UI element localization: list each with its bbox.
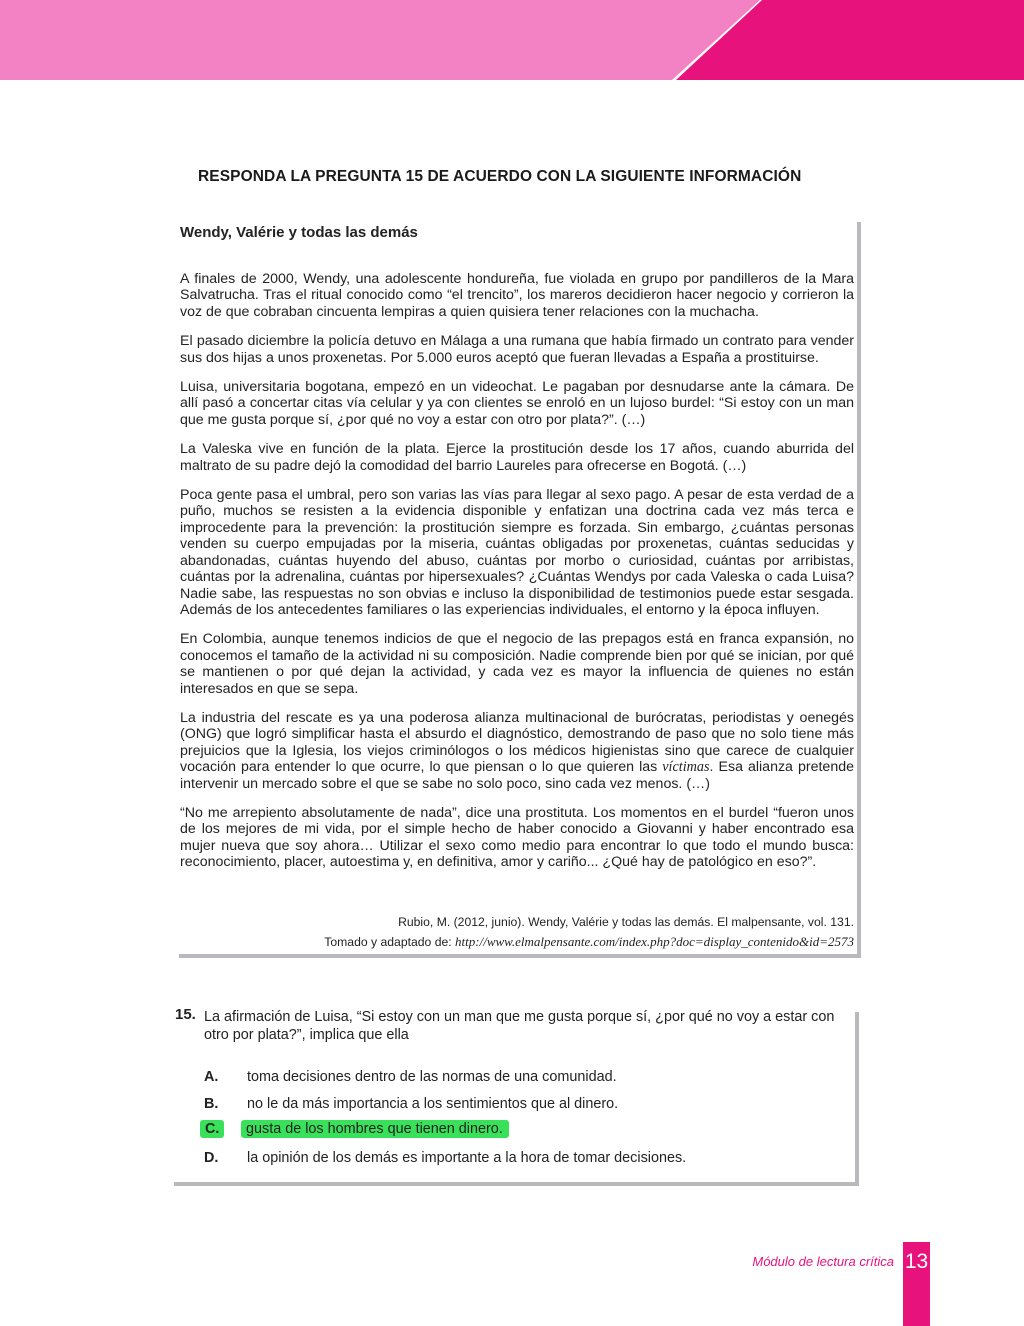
answer-option-c[interactable] [200, 1120, 820, 1142]
banner-light-band [0, 0, 760, 80]
option-text: gusta de los hombres que tienen dinero. [241, 1120, 509, 1138]
option-letter: C. [200, 1120, 224, 1138]
option-letter: A. [204, 1069, 219, 1085]
article-paragraph: El pasado diciembre la policía detuvo en Málaga a una rumana que había firmado un contrato para vender sus dos hijas a unos proxenetas. Por 5.000 euros aceptó que fueran llevadas a España a prostituirse. [180, 333, 854, 366]
article-paragraph: Luisa, universitaria bogotana, empezó en un videochat. Le pagaban por desnudarse ante la cámara. De allí pasó a concertar citas vía celular y ya con clientes se enroló en un lujoso burdel: “Si estoy con un man que me gusta porque sí, ¿por qué no voy a estar con otro por plata?”. (…) [180, 379, 854, 428]
article-paragraph: A finales de 2000, Wendy, una adolescente hondureña, fue violada en grupo por pandilleros de la Mara Salvatrucha. Tras el ritual conocido como “el trencito”, los mareros decidieron hacer negocio y corrieron la voz de que cobraban cincuenta lempiras a quien quisiera tener relaciones con la muchacha. [180, 271, 854, 320]
citation-source-line [180, 932, 854, 952]
option-letter: B. [204, 1096, 219, 1112]
answer-option-b[interactable] [200, 1094, 820, 1116]
article-paragraph: La industria del rescate es ya una poderosa alianza multinacional de burócratas, periodistas y oenegés (ONG) que logró simplificar hasta el absurdo el diagnóstico, demostrando de paso que no solo tiene más prejuicios que la Iglesia, los viejos criminólogos o los médicos higienistas sino que carece de cualquier vocación para entender lo que ocurre, lo que piensan o lo que quieren las víctimas. Esa alianza pretende intervenir un mercado sobre el que se sabe no solo poco, sino cada vez menos. (…) [180, 709, 854, 792]
option-letter: D. [204, 1150, 219, 1166]
citation-reference: Rubio, M. (2012, junio). Wendy, Valérie y todas las demás. El malpensante, vol. 131. [398, 915, 854, 929]
citation-url: http://www.elmalpensante.com/index.php?doc=display_contenido&id=2573 [455, 934, 854, 949]
source-citation [180, 913, 854, 952]
answer-option-d[interactable] [200, 1148, 820, 1170]
option-text: la opinión de los demás es importante a la hora de tomar decisiones. [247, 1150, 687, 1166]
article-title: Wendy, Valérie y todas las demás [180, 224, 418, 241]
article-paragraph: “No me arrepiento absolutamente de nada”, dice una prostituta. Los momentos en el burdel “fueron unos de los mejores de mi vida, por el simple hecho de haber conocido a Giovanni y haber encontrado esa mujer nueva que soy ahora… Utilizar el sexo como medio para encontrar lo que todo el mundo busca: reconocimiento, placer, autoestima y, en definitiva, amor y cariño... ¿Qué hay de patológico en eso?”. [180, 804, 854, 871]
option-text: no le da más importancia a los sentimientos que al dinero. [247, 1096, 619, 1112]
article-paragraph: En Colombia, aunque tenemos indicios de que el negocio de las prepagos está en franca expansión, no conocemos el tamaño de la actividad ni su composición. Nadie comprende bien por qué se inician, por qué se mantienen o por qué dejan la actividad, y cada vez es mayor la influencia de quienes no están interesados en que se sepa. [180, 631, 854, 697]
question-number: 15. [175, 1006, 196, 1023]
article-paragraph: Poca gente pasa el umbral, pero son varias las vías para llegar al sexo pago. A pesar de esta verdad de a puño, muchos se resisten a la evidencia disponible y enfatizan una doctrina cada vez más terca e improcedente para la prevención: la prostitución siempre es forzada. Sin embargo, ¿cuántas personas venden su cuerpo empujadas por la miseria, cuántas obligadas por proxenetas, cuántas seducidas y abandonadas, cuántas huyendo del abuso, cuántas por morbo o curiosidad, cuántas por arribistas, cuántas por la adrenalina, cuántas por hipersexuales? ¿Cuántas Wendys por cada Valeska o cada Luisa? Nadie sabe, las respuestas no son obvias e incluso la disponibilidad de testimonios puede estar sesgada. Además de los antecedentes familiares o las experiencias individuales, el entorno y la época influyen. [180, 487, 854, 618]
option-text: toma decisiones dentro de las normas de una comunidad. [247, 1069, 617, 1085]
footer-module-label: Módulo de lectura crítica [752, 1254, 894, 1269]
answer-option-a[interactable] [200, 1067, 820, 1089]
emphasized-word: víctimas [662, 759, 710, 776]
question-stem: La afirmación de Luisa, “Si estoy con un man que me gusta porque sí, ¿por qué no voy a estar con otro por plata?”, implica que ella [204, 1009, 835, 1043]
article-body [180, 271, 854, 884]
header-banner [0, 0, 1024, 80]
citation-prefix: Tomado y adaptado de: [324, 935, 456, 949]
article-paragraph: La Valeska vive en función de la plata. Ejerce la prostitución desde los 17 años, cuando aburrida del maltrato de su padre dejó la comodidad del barrio Laureles para ofrecerse en Bogotá. (…) [180, 441, 854, 474]
section-heading: RESPONDA LA PREGUNTA 15 DE ACUERDO CON LA SIGUIENTE INFORMACIÓN [198, 168, 802, 185]
page-number: 13 [904, 1250, 929, 1273]
